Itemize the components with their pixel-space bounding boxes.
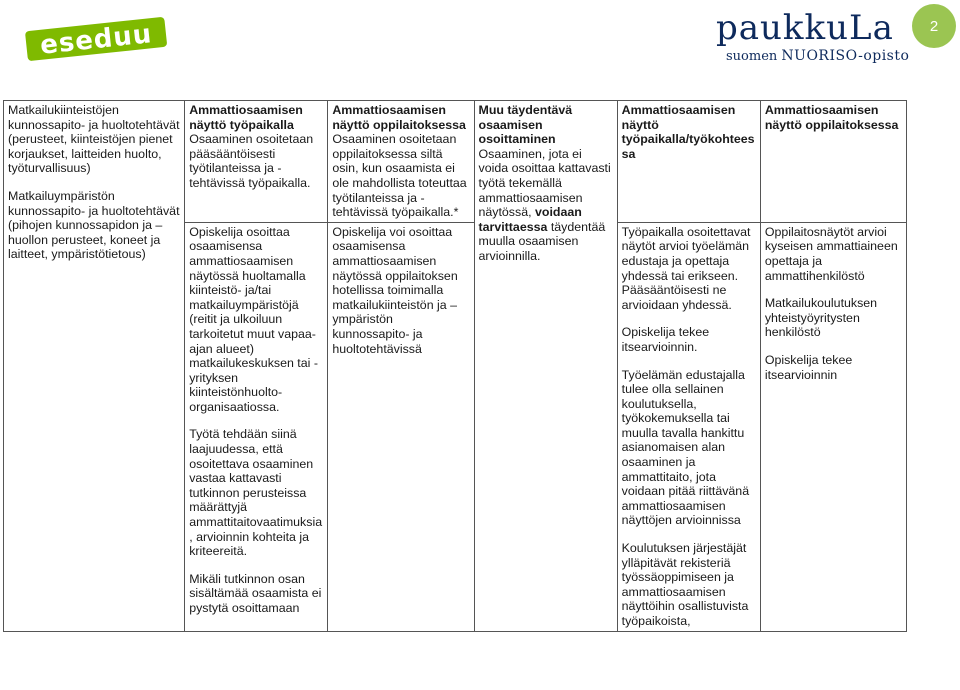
body-paragraph: Opiskelija voi osoittaa osaamisensa ammattiosaamisen näytössä oppilaitoksen hotellissa toimimalla matkailukiinteistön ja –ympäristön kunnossapito- ja huoltotehtävissä <box>332 224 458 356</box>
body-paragraph: Opiskelija osoittaa osaamisensa ammattiosaamisen näytössä huoltamalla kiinteistö- ja/tai matkailuympäristöjä (reitit ja ulkoiluun tarkoitetut muut vapaa-ajan alueet) matkailukeskuksen tai -yrityksen kiinteistönhuolto-organisaatiossa. <box>189 224 318 414</box>
body-cell-school-assessment <box>760 222 906 631</box>
body-paragraph: Opiskelija tekee itsearvioinnin <box>764 352 853 382</box>
paukkula-logo <box>716 8 910 66</box>
paukkula-subtitle: suomen NUORISO-opisto <box>726 48 910 64</box>
header-description: Osaaminen, jota ei voida osoittaa kattavasti työtä tekemällä ammattiosaamisen näytössä, voidaan tarvittaessa täydentää muulla osaamisen arvioinnilla. <box>478 146 611 263</box>
header-cell-workplace-demo <box>185 101 328 223</box>
header-title: Ammattiosaamisen näyttö työpaikalla/työkohteessa <box>621 103 755 161</box>
header-cell-school-assessment <box>760 101 906 223</box>
paukkula-wordmark: paukkuLa <box>716 8 894 48</box>
svg-text:eseduu: eseduu <box>38 19 154 61</box>
header-description: Osaaminen osoitetaan pääsääntöisesti työtilanteissa ja -tehtävissä työpaikalla. <box>189 132 314 190</box>
body-cell-workplace-demo <box>185 222 328 631</box>
eseduu-logo-graphic <box>22 14 170 62</box>
topic-paragraph: Matkailukiinteistöjen kunnossapito- ja huoltotehtävät (perusteet, kiinteistöjen pienet korjaukset, laitteiden huolto, työturvallisuus) <box>8 103 180 176</box>
body-paragraph: Työelämän edustajalla tulee olla sellainen koulutuksella, työkokemuksella tai muulla tavalla hankittu asianomaisen alan osaaminen ja ammattitaito, jota voidaan pitää riittävänä ammattiosaamisen näyttöjen arvioinnissa <box>621 367 750 528</box>
header-title: Ammattiosaamisen näyttö oppilaitoksessa <box>764 103 899 132</box>
page-number-badge: 2 <box>912 4 956 48</box>
body-paragraph: Työtä tehdään siinä laajuudessa, että osoitettava osaaminen vastaa kattavasti tutkinnon perusteissa määrättyjä ammattitaitovaatimuksia, arvioinnin kohteita ja kriteereitä. <box>189 427 323 559</box>
body-paragraph: Työpaikalla osoitettavat näytöt arvioi työelämän edustaja ja opettaja yhdessä tai erikseen. Pääsääntöisesti ne arvioidaan yhdessä. <box>621 224 751 312</box>
body-paragraph: Mikäli tutkinnon osan sisältämää osaamista ei pystytä osoittamaan <box>189 571 322 615</box>
body-paragraph: Oppilaitosnäytöt arvioi kyseisen ammattiaineen opettaja ja ammattihenkilöstö <box>764 224 898 283</box>
assessment-table <box>3 100 907 632</box>
body-paragraph: Koulutuksen järjestäjät ylläpitävät rekisteriä työssäoppimiseen ja ammattiosaamisen näyttöihin osallistuvista työpaikoista, <box>621 541 749 628</box>
body-paragraph: Matkailukoulutuksen yhteistyöyritysten henkilöstö <box>764 296 878 340</box>
header-cell-school-demo <box>328 101 474 223</box>
topic-paragraph: Matkailuympäristön kunnossapito- ja huoltotehtävät (pihojen kunnossapidon ja –huollon perusteet, koneet ja laitteet, ympäristötietous) <box>8 188 180 262</box>
body-paragraph: Opiskelija tekee itsearvioinnin. <box>621 325 710 354</box>
eseduu-logo <box>22 14 170 62</box>
table-header-row <box>4 101 907 223</box>
body-cell-school-demo <box>328 222 474 631</box>
topic-cell <box>4 101 185 632</box>
body-cell-workplace-assessment <box>617 222 760 631</box>
header-title: Ammattiosaamisen näyttö oppilaitoksessa <box>332 103 466 132</box>
header-cell-supplementary <box>474 101 617 632</box>
header-title: Muu täydentävä osaamisen osoittaminen <box>478 103 573 147</box>
header-cell-workplace-assessment <box>617 101 760 223</box>
header-description: Osaaminen osoitetaan oppilaitoksessa siltä osin, kun osaamista ei ole mahdollista toteuttaa työtilanteissa ja -tehtävissä työpaikalla.* <box>332 132 467 220</box>
header-title: Ammattiosaamisen näyttö työpaikalla <box>189 103 303 132</box>
